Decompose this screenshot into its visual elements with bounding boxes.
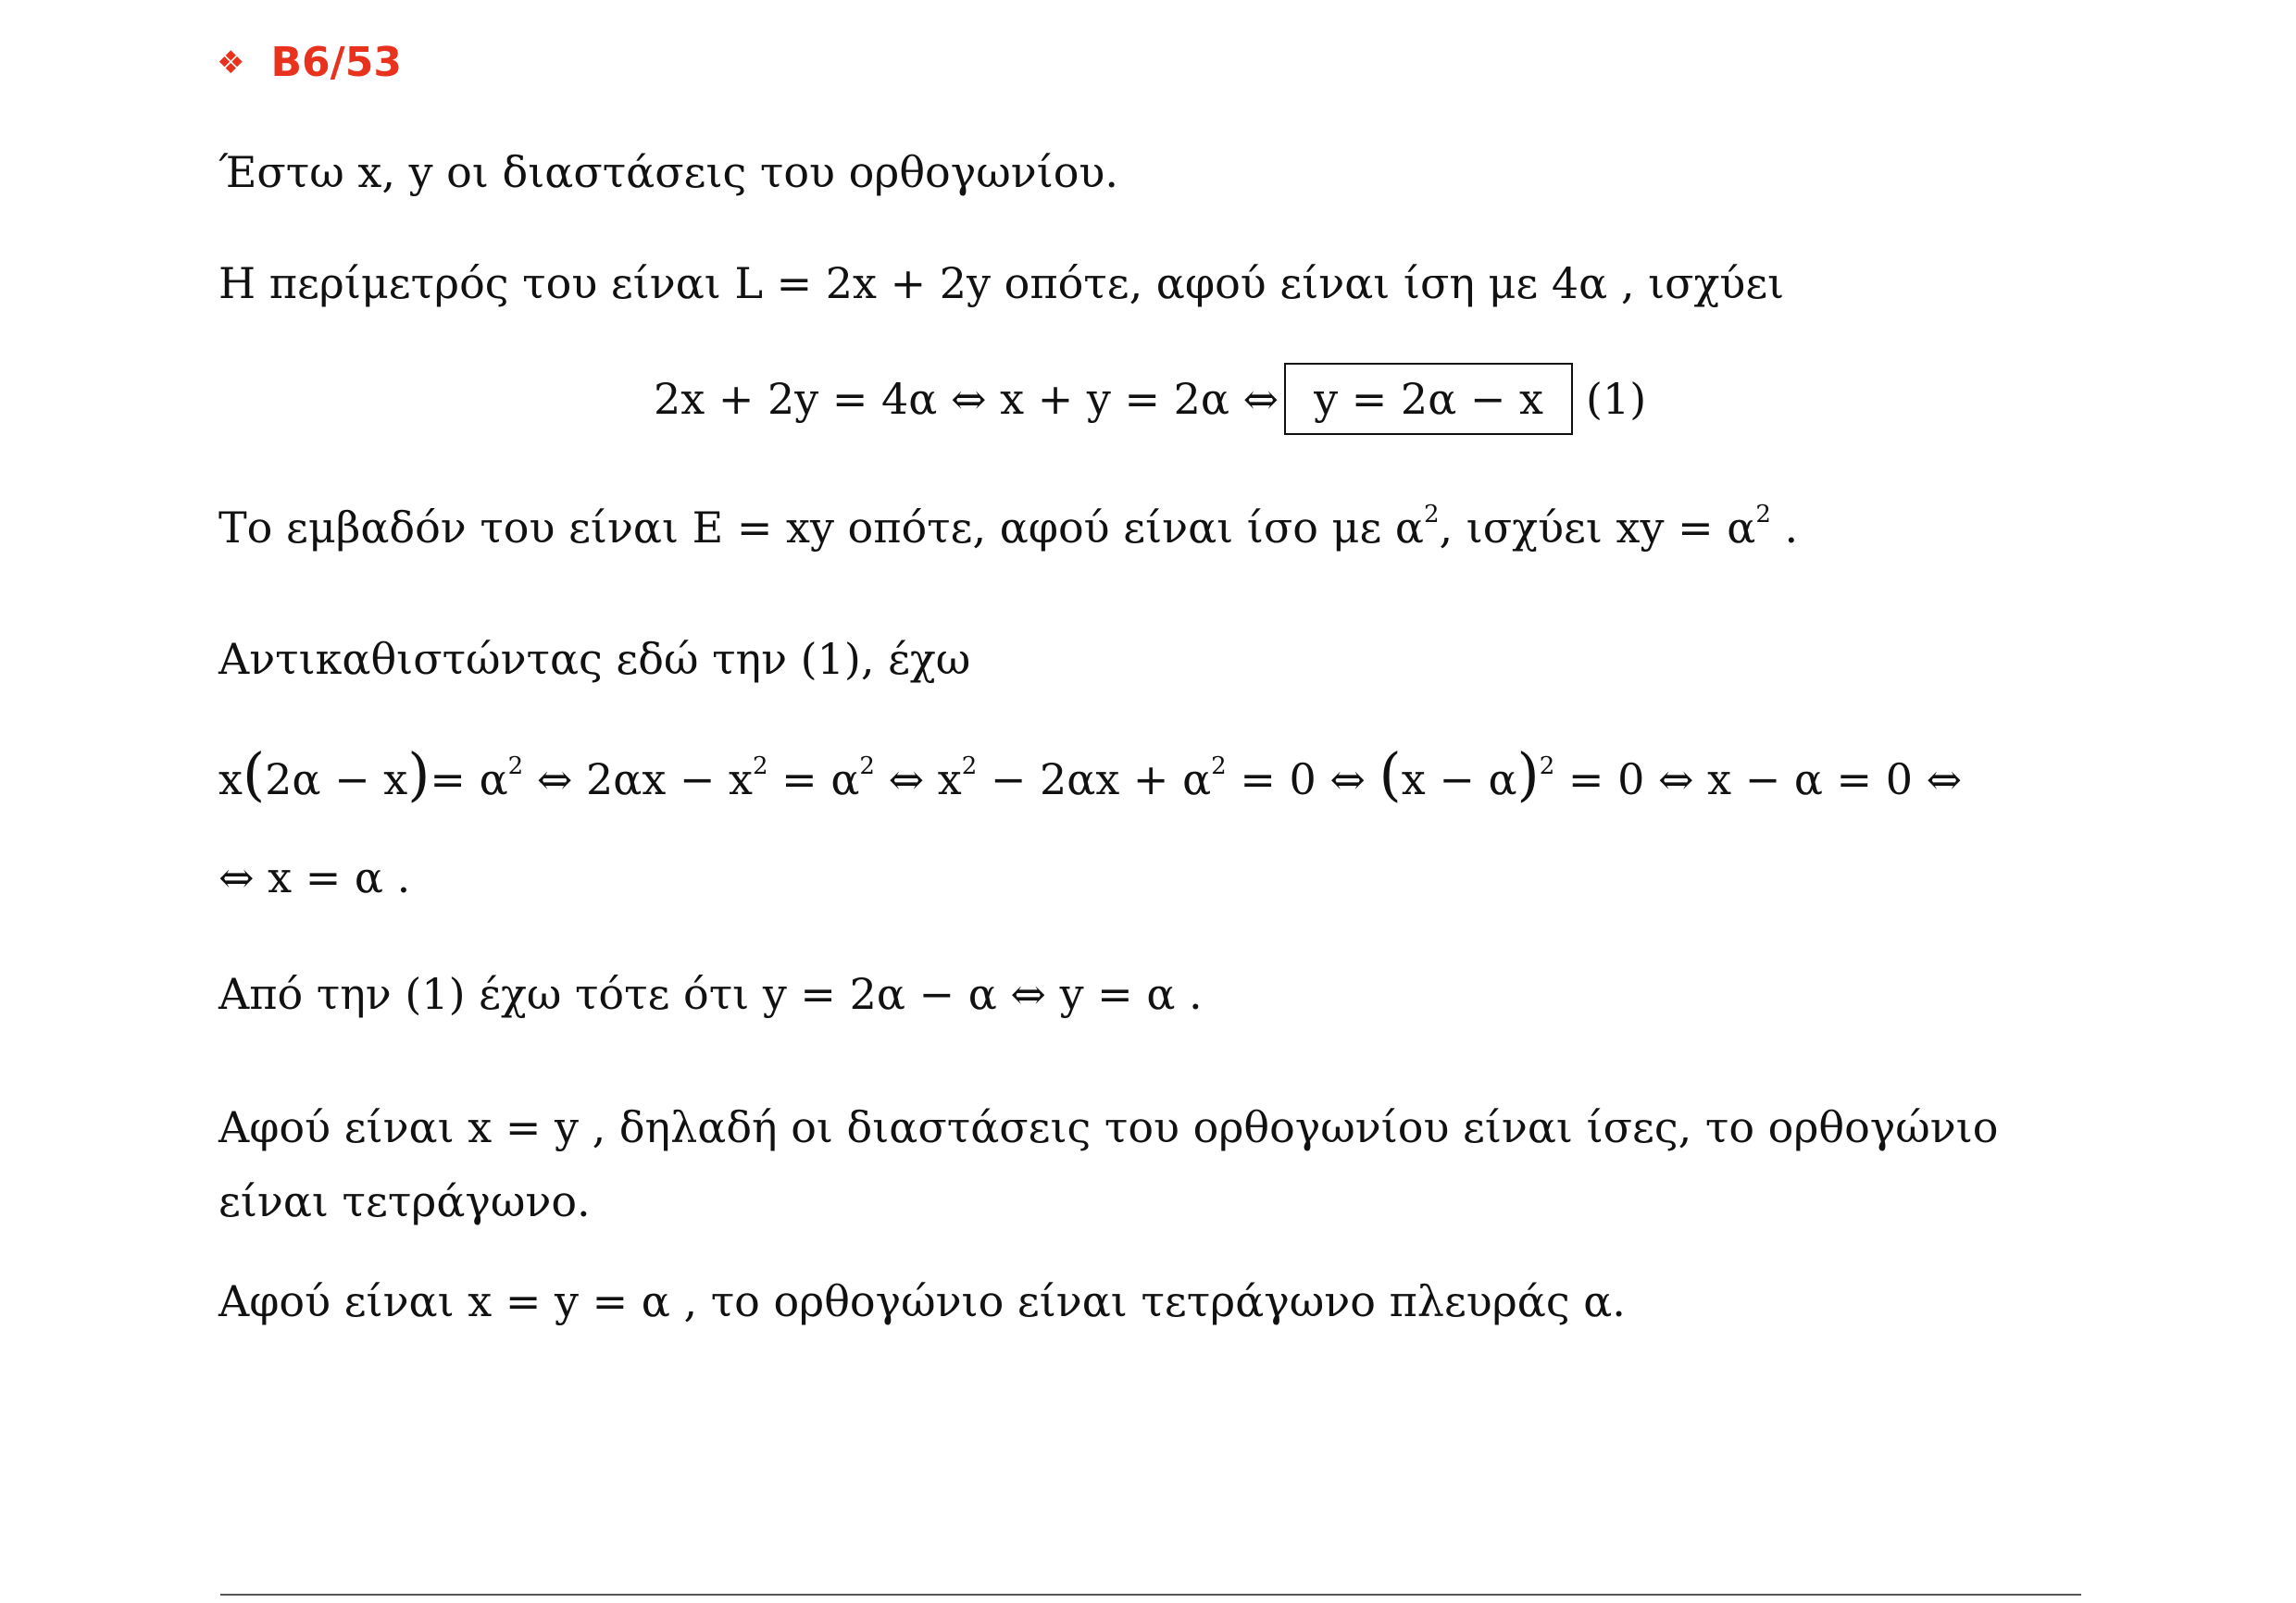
superscript-2: 2 (753, 752, 768, 780)
equation-1-label: (1) (1586, 374, 1647, 424)
paragraph-4: Αντικαθιστώντας εδώ την (1), έχω (218, 634, 971, 684)
eq2-part-f: ⇔ x (874, 754, 962, 804)
left-paren: ( (242, 740, 266, 808)
paragraph-3 (218, 502, 1798, 555)
paragraph-3-part-b: , ισχύει xy = α (1439, 503, 1756, 553)
equation-3: ⇔ x = α . (218, 852, 411, 902)
paragraph-3-part-c: . (1770, 503, 1799, 553)
eq2-part-h: = 0 ⇔ (1226, 754, 1379, 804)
paragraph-2: Η περίμετρός του είναι L = 2x + 2y οπότε, αφού είναι ίση με 4α , ισχύει (218, 258, 1785, 308)
equation-1 (654, 363, 1646, 435)
superscript-2: 2 (507, 752, 524, 780)
paragraph-3-part-a: Το εμβαδόν του είναι E = xy οπότε, αφού είναι ίσο με α (218, 503, 1424, 553)
eq2-part-j: = 0 ⇔ x − α = 0 ⇔ (1554, 754, 1963, 804)
equation-2 (218, 739, 1962, 811)
superscript-2: 2 (1755, 501, 1771, 528)
diamond-icon: ❖ (217, 43, 245, 81)
eq2-part-g: − 2αx + α (977, 754, 1212, 804)
equation-1-left: 2x + 2y = 4α ⇔ x + y = 2α ⇔ (654, 374, 1279, 424)
eq2-part-e: = α (767, 754, 860, 804)
right-paren: ) (407, 740, 430, 808)
eq2-part-c: = α (430, 754, 508, 804)
eq2-inner-1: 2α − x (265, 754, 408, 804)
superscript-2: 2 (1539, 752, 1555, 780)
superscript-2: 2 (1211, 752, 1227, 780)
superscript-2: 2 (961, 752, 978, 780)
equation-1-boxed: y = 2α − x (1284, 363, 1573, 435)
paragraph-7: Αφού είναι x = y = α , το ορθογώνιο είναι τετράγωνο πλευράς α. (218, 1276, 1626, 1326)
paragraph-5: Από την (1) έχω τότε ότι y = 2α − α ⇔ y = α . (218, 969, 1203, 1019)
superscript-2: 2 (859, 752, 875, 780)
paragraph-1: Έστω x, y οι διαστάσεις του ορθογωνίου. (218, 147, 1119, 197)
footer-divider (220, 1594, 2081, 1596)
right-paren: ) (1516, 740, 1540, 808)
section-title: B6/53 (270, 39, 402, 86)
eq2-inner-2: x − α (1401, 754, 1517, 804)
eq2-x: x (218, 754, 243, 804)
eq2-part-d: ⇔ 2αx − x (523, 754, 753, 804)
superscript-2: 2 (1423, 501, 1440, 528)
paragraph-6: Αφού είναι x = y , δηλαδή οι διαστάσεις του ορθογωνίου είναι ίσες, το ορθογώνιο είναι τετράγωνο. (218, 1102, 1999, 1226)
left-paren: ( (1379, 740, 1402, 808)
section-header (217, 39, 402, 86)
